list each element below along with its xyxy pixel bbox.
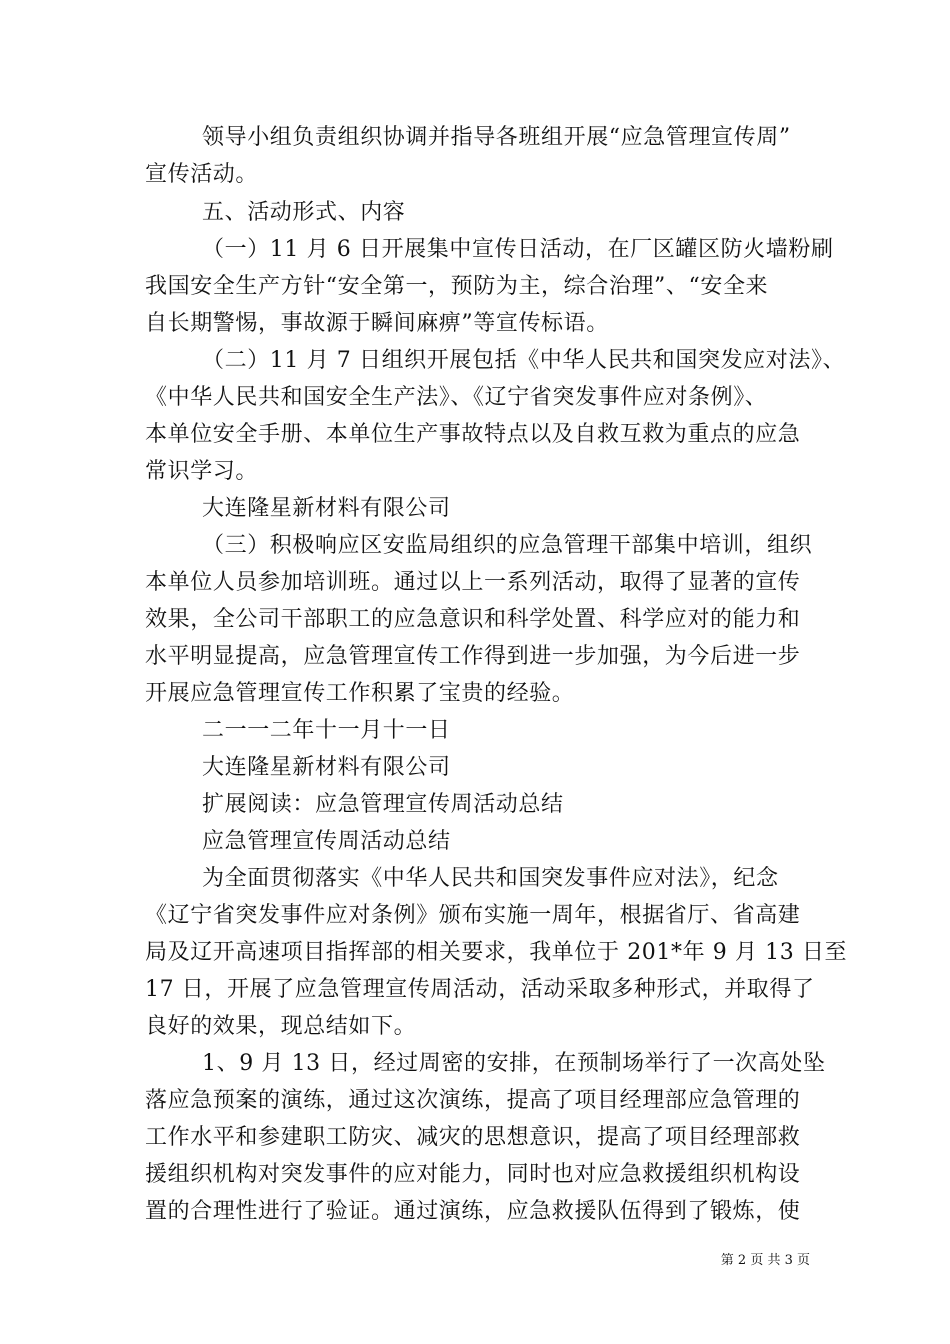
- body-line: 我国安全生产方针“安全第一，预防为主，综合治理”、“安全来: [145, 274, 769, 299]
- body-line: 援组织机构对突发事件的应对能力，同时也对应急救援组织机构设: [145, 1162, 801, 1187]
- body-line: 为全面贯彻落实《中华人民共和国突发事件应对法》，纪念: [202, 866, 779, 891]
- extended-reading-heading: 扩展阅读：应急管理宣传周活动总结: [202, 792, 564, 817]
- date-line: 二一一二年十一月十一日: [202, 718, 451, 743]
- body-line: 局及辽开高速项目指挥部的相关要求，我单位于 201*年 9 月 13 日至: [145, 940, 848, 965]
- body-line: 1、9 月 13 日，经过周密的安排，在预制场举行了一次高处坠: [202, 1051, 826, 1076]
- section-heading: 五、活动形式、内容: [202, 200, 406, 225]
- company-name: 大连隆星新材料有限公司: [202, 496, 451, 521]
- section-title: 应急管理宣传周活动总结: [202, 829, 451, 854]
- body-line: 17 日，开展了应急管理宣传周活动，活动采取多种形式，并取得了: [145, 977, 815, 1002]
- body-line: 工作水平和参建职工防灾、减灾的思想意识，提高了项目经理部救: [145, 1125, 801, 1150]
- body-line: （二）11 月 7 日组织开展包括《中华人民共和国突发应对法》、: [202, 348, 846, 373]
- body-line: 良好的效果，现总结如下。: [145, 1014, 417, 1039]
- body-line: 开展应急管理宣传工作积累了宝贵的经验。: [145, 681, 575, 706]
- page-number: 第 2 页 共 3 页: [720, 1253, 810, 1268]
- body-line: 水平明显提高，应急管理宣传工作得到进一步加强，为今后进一步: [145, 644, 801, 669]
- body-line: 落应急预案的演练，通过这次演练，提高了项目经理部应急管理的: [145, 1088, 801, 1113]
- body-line: 本单位安全手册、本单位生产事故特点以及自救互救为重点的应急: [145, 422, 801, 447]
- body-line: 《辽宁省突发事件应对条例》颁布实施一周年，根据省厅、省高建: [145, 903, 801, 928]
- body-line: 《中华人民共和国安全生产法》、《辽宁省突发事件应对条例》、: [145, 385, 768, 410]
- body-line: 领导小组负责组织协调并指导各班组开展“应急管理宣传周”: [202, 125, 791, 150]
- company-name: 大连隆星新材料有限公司: [202, 755, 451, 780]
- body-line: 自长期警惕，事故源于瞬间麻痹”等宣传标语。: [145, 311, 609, 336]
- body-line: 宣传活动。: [145, 162, 259, 187]
- body-line: 常识学习。: [145, 459, 259, 484]
- body-line: （三）积极响应区安监局组织的应急管理干部集中培训，组织: [202, 533, 813, 558]
- body-line: 置的合理性进行了验证。通过演练，应急救援队伍得到了锻炼，使: [145, 1199, 801, 1224]
- body-line: 效果，全公司干部职工的应急意识和科学处置、科学应对的能力和: [145, 607, 801, 632]
- body-line: 本单位人员参加培训班。通过以上一系列活动，取得了显著的宣传: [145, 570, 801, 595]
- body-line: （一）11 月 6 日开展集中宣传日活动，在厂区罐区防火墙粉刷: [202, 237, 834, 262]
